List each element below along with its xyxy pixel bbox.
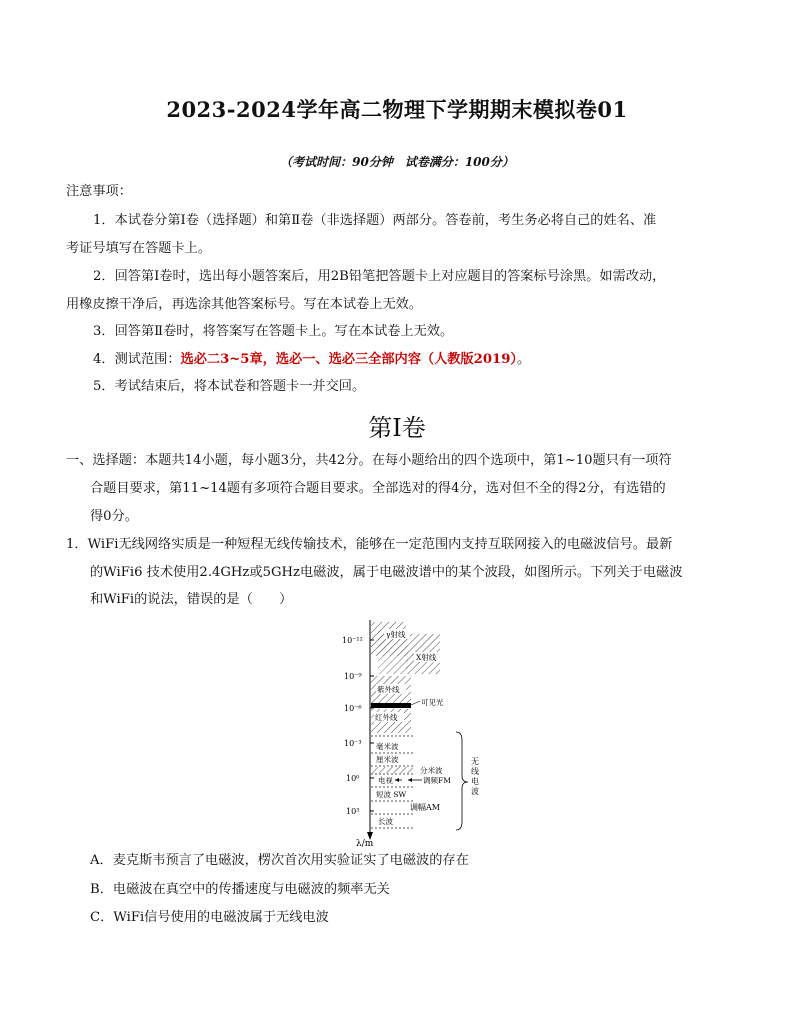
brace-char: 波 — [471, 787, 479, 796]
cm-label: 厘米波 — [376, 755, 399, 764]
radio-brace — [456, 732, 468, 830]
test-scope-highlight: 选必二3~5章，选必一、选必三全部内容（人教版2019） — [180, 352, 517, 367]
part1-line-2: 合题目要求，第11~14题有多项符合题目要求。全部选对的得4分，选对但不全的得2分，有选错的 — [90, 481, 666, 496]
mm-label: 毫米波 — [376, 742, 399, 751]
notice-item-1b: 考证号填写在答题卡上。 — [66, 241, 212, 256]
xray-label: X射线 — [416, 653, 437, 662]
dm-label: 分米波 — [420, 766, 443, 775]
ir-label: 红外线 — [375, 713, 398, 722]
tick-label: 10⁻³ — [344, 739, 362, 748]
notice-item-1a: 1．本试卷分第Ⅰ卷（选择题）和第Ⅱ卷（非选择题）两部分。答卷前，考生务必将自己的姓名、准 — [93, 213, 657, 228]
exam-info: （考试时间：90分钟 试卷满分：100分） — [280, 155, 514, 169]
lw-label: 长波 — [378, 817, 393, 826]
tick-label: 10⁻⁹ — [344, 672, 362, 681]
fm-label: 调频FM — [423, 776, 451, 785]
notice-item-2b: 用橡皮擦干净后，再选涂其他答案标号。写在本试卷上无效。 — [66, 297, 423, 312]
notice-heading: 注意事项： — [66, 184, 132, 199]
gamma-label: γ射线 — [386, 630, 406, 639]
tv-label: 电视 — [378, 776, 393, 785]
uv-label: 紫外线 — [377, 685, 400, 694]
brace-char: 线 — [471, 767, 479, 776]
option-b: B．电磁波在真空中的传播速度与电磁波的频率无关 — [90, 882, 390, 897]
am-label: 调幅AM — [410, 803, 440, 812]
tick-label: 10⁻⁶ — [344, 704, 362, 713]
brace-char: 无 — [471, 757, 479, 766]
notice-item-5: 5．考试结束后，将本试卷和答题卡一并交回。 — [93, 379, 366, 394]
visible-label: 可见光 — [421, 698, 444, 707]
question1-line-1: 1．WiFi无线网络实质是一种短程无线传输技术，能够在一定范围内支持互联网接入的电磁波信号。最新 — [66, 537, 673, 552]
visible-band — [371, 703, 411, 708]
em-spectrum-figure — [338, 616, 488, 848]
notice-item-3: 3．回答第Ⅱ卷时，将答案写在答题卡上。写在本试卷上无效。 — [93, 324, 454, 339]
tick-label: 10⁰ — [346, 774, 360, 783]
page-title: 2023-2024学年高二物理下学期期末模拟卷01 — [166, 97, 628, 122]
axis-label: λ/m — [356, 839, 374, 848]
option-c: C．WiFi信号使用的电磁波属于无线电波 — [90, 910, 329, 925]
section-title: 第Ⅰ卷 — [368, 414, 426, 442]
notice-item-4 — [93, 350, 530, 370]
question1-line-3: 和WiFi的说法，错误的是（ ） — [90, 592, 293, 607]
sw-label: 短波 SW — [376, 790, 407, 799]
brace-char: 电 — [471, 777, 479, 786]
notice-item-4-suffix: 。 — [516, 352, 531, 367]
tick-label: 10³ — [346, 807, 360, 816]
notice-item-2a: 2．回答第Ⅰ卷时，选出每小题答案后，用2B铅笔把答题卡上对应题目的答案标号涂黑。如需改动， — [93, 269, 666, 284]
question1-line-2: 的WiFi6 技术使用2.4GHz或5GHz电磁波，属于电磁波谱中的某个波段，如图所示。下列关于电磁波 — [90, 565, 683, 580]
tick-label: 10⁻¹² — [342, 636, 363, 645]
option-a: A．麦克斯韦预言了电磁波，楞次首次用实验证实了电磁波的存在 — [90, 853, 469, 868]
part1-line-1: 一、选择题：本题共14小题，每小题3分，共42分。在每小题给出的四个选项中，第1~10题只有一项符 — [66, 453, 672, 468]
part1-line-3: 得0分。 — [90, 509, 138, 524]
notice-item-4-prefix: 4．测试范围： — [93, 352, 181, 367]
